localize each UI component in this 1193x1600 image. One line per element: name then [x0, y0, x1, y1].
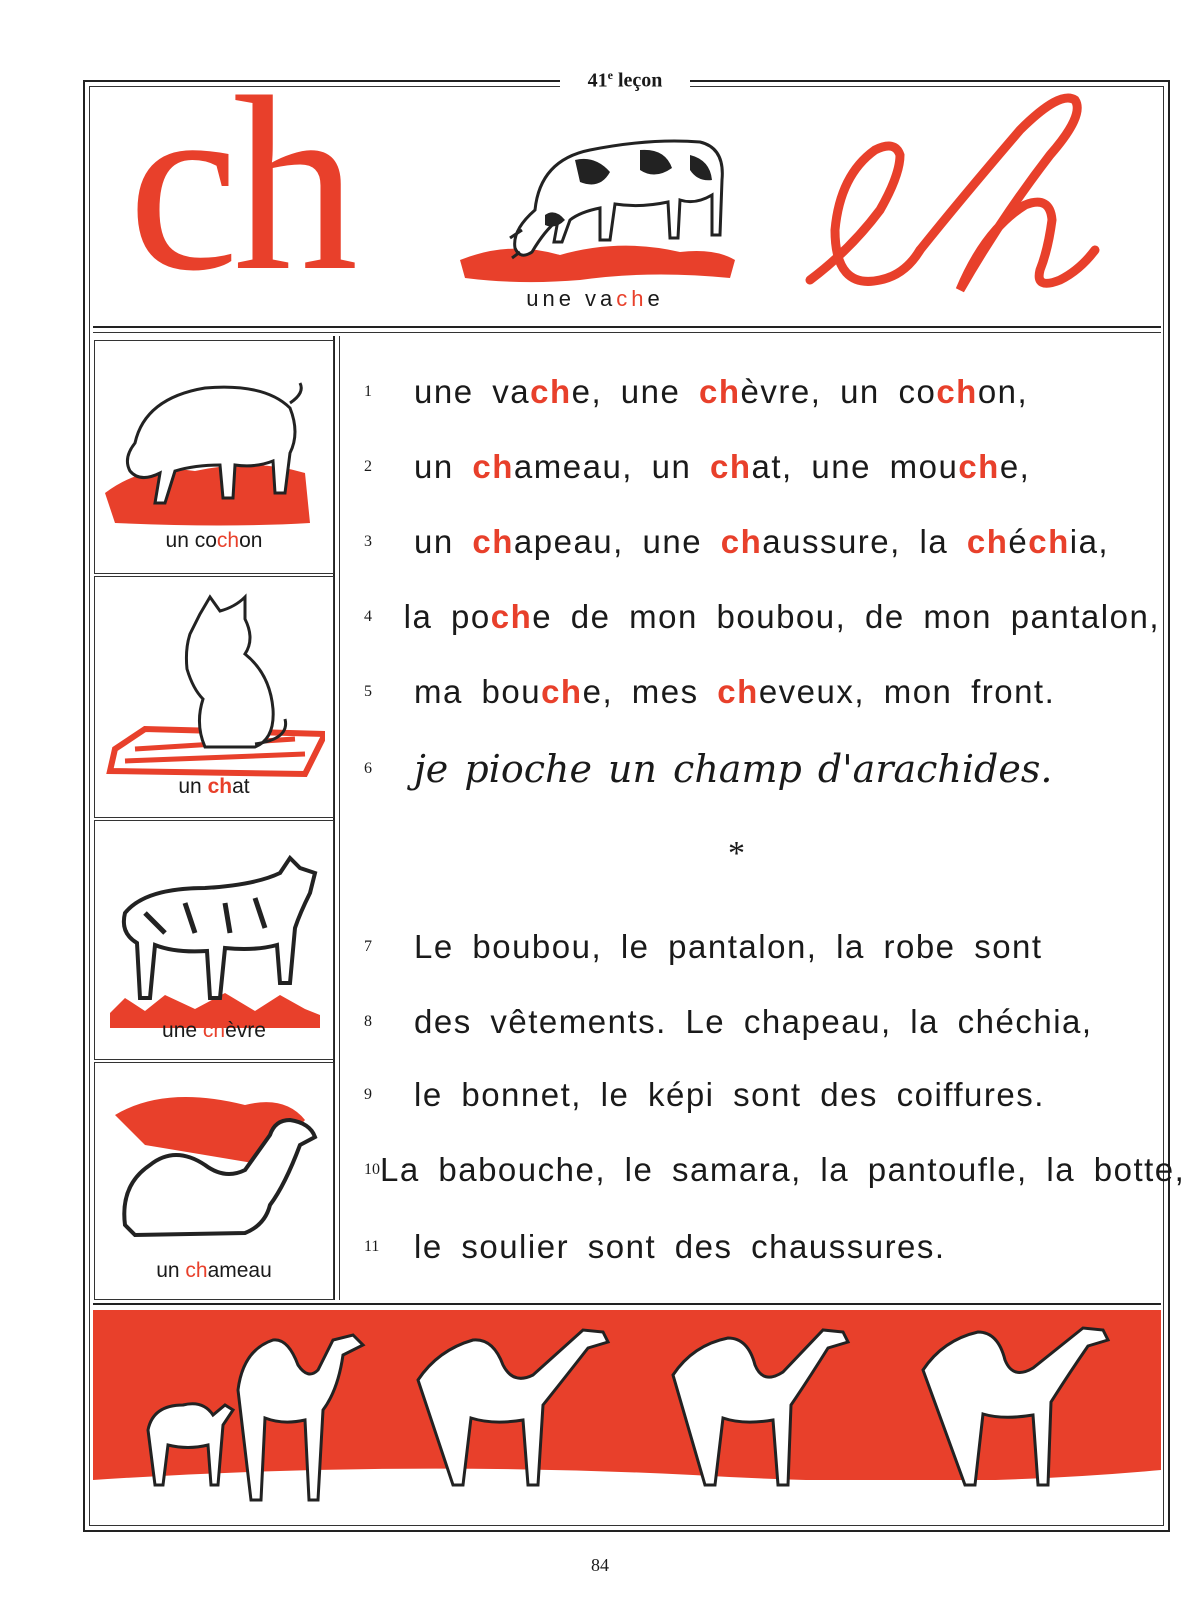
line-fragment: é: [1008, 523, 1029, 560]
line-fragment: un: [414, 523, 473, 560]
highlighted-ch: ch: [699, 373, 741, 410]
line-fragment: at, une mou: [751, 448, 959, 485]
highlighted-ch: ch: [958, 448, 1000, 485]
lesson-title: 41e leçon: [560, 60, 690, 90]
reading-line: [360, 1140, 1186, 1200]
section-separator: *: [728, 835, 745, 872]
pig-illustration: [105, 353, 325, 533]
reading-line: [360, 587, 1160, 647]
reading-line: [360, 1217, 1160, 1277]
line-text: [414, 673, 1055, 711]
cat-illustration: [105, 589, 325, 779]
column-divider-thin: [339, 336, 340, 1300]
line-number: 6: [364, 760, 372, 777]
highlighted-ch: ch: [490, 598, 533, 635]
line-text: Le boubou, le pantalon, la robe sont: [414, 928, 1043, 965]
reading-line: [360, 437, 1160, 497]
print-ch-letters: ch: [128, 46, 352, 323]
cursive-ch-letters: [790, 80, 1110, 310]
camel-caravan-illustration: [93, 1310, 1161, 1520]
line-fragment: ma bou: [414, 673, 542, 710]
reading-line: [360, 1065, 1160, 1125]
line-number: 9: [364, 1086, 372, 1103]
highlighted-ch: ch: [936, 373, 978, 410]
line-fragment: un: [414, 448, 473, 485]
line-fragment: e, mes: [582, 673, 718, 710]
cow-illustration: [450, 120, 740, 290]
line-text: je pioche un champ d'arachides.: [414, 747, 1053, 791]
highlighted-ch: ch: [710, 448, 752, 485]
line-text: le soulier sont des chaussures.: [414, 1228, 946, 1265]
reading-line: [360, 512, 1160, 572]
highlighted-ch: ch: [717, 673, 759, 710]
highlighted-ch: ch: [472, 523, 514, 560]
side-panel-chameau: un chameau: [94, 1062, 334, 1300]
side-panel-chat: un chat: [94, 576, 334, 818]
line-text: [414, 448, 1030, 486]
goat-illustration: [105, 833, 325, 1028]
camel-illustration: [105, 1075, 325, 1255]
footer-divider: [93, 1303, 1161, 1305]
line-text: des vêtements. Le chapeau, la chéchia,: [414, 1003, 1093, 1040]
highlighted-ch: ch: [541, 673, 583, 710]
line-number: 2: [364, 458, 372, 475]
line-number: 3: [364, 533, 372, 550]
page-number: 84: [591, 1555, 609, 1575]
header-divider-thin: [93, 332, 1161, 333]
line-number: 1: [364, 383, 372, 400]
line-text: le bonnet, le képi sont des coiffures.: [414, 1076, 1045, 1113]
side-panel-chevre: une chèvre: [94, 820, 334, 1060]
line-fragment: e de mon boubou, de mon pantalon,: [532, 598, 1160, 635]
highlighted-ch: ch: [720, 523, 763, 560]
line-fragment: e, une: [571, 373, 700, 410]
reading-line: [360, 662, 1160, 722]
highlighted-ch: ch: [530, 373, 572, 410]
line-text: [404, 598, 1160, 636]
line-fragment: e,: [999, 448, 1031, 485]
line-text: La babouche, le samara, la pantoufle, la botte,: [380, 1151, 1186, 1188]
line-number: 10: [364, 1161, 380, 1178]
highlighted-ch: ch: [472, 448, 514, 485]
line-fragment: eveux, mon front.: [758, 673, 1056, 710]
line-fragment: ameau, un: [513, 448, 711, 485]
hero-caption: une vache: [526, 286, 664, 311]
reading-line: [360, 917, 1160, 977]
line-fragment: ia,: [1069, 523, 1110, 560]
line-text: [414, 373, 1028, 411]
line-number: 5: [364, 683, 372, 700]
line-text: [414, 523, 1109, 561]
reading-line: [360, 992, 1160, 1052]
line-fragment: aussure, la: [762, 523, 967, 560]
line-number: 7: [364, 938, 372, 955]
line-fragment: la po: [403, 598, 491, 635]
line-fragment: une va: [414, 373, 531, 410]
side-panel-cochon: un cochon: [94, 340, 334, 574]
header-divider: [93, 326, 1161, 328]
highlighted-ch: ch: [1028, 523, 1070, 560]
line-fragment: apeau, une: [513, 523, 721, 560]
line-number: 4: [364, 608, 372, 625]
line-fragment: èvre, un co: [740, 373, 937, 410]
line-number: 8: [364, 1013, 372, 1030]
highlighted-ch: ch: [966, 523, 1009, 560]
reading-line: [360, 362, 1160, 422]
line-number: 11: [364, 1238, 380, 1255]
line-fragment: on,: [977, 373, 1029, 410]
reading-line: [360, 739, 1160, 799]
